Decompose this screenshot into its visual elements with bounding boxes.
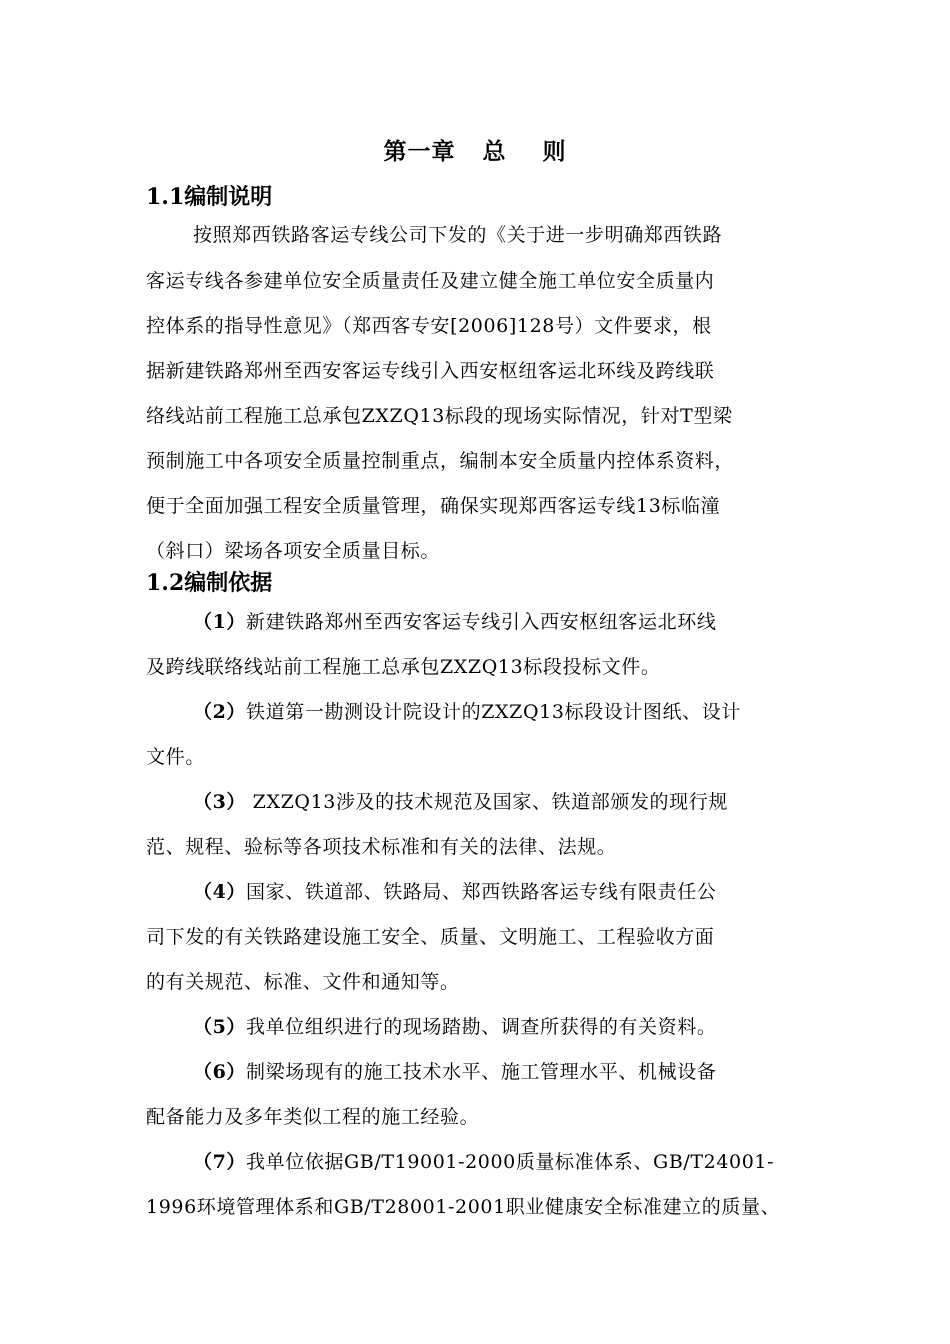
item-number: （5） xyxy=(193,1016,247,1038)
list-item-2 xyxy=(193,697,741,727)
list-item-7 xyxy=(193,1147,774,1177)
section-heading-1-1: 1.1编制说明 xyxy=(146,184,273,210)
item-text: 我单位依据GB/T19001-2000质量标准体系、GB/T24001- xyxy=(246,1151,775,1173)
item-number: （6） xyxy=(193,1061,247,1083)
paragraph-line: 据新建铁路郑州至西安客运专线引入西安枢纽客运北环线及跨线联 xyxy=(146,360,715,382)
paragraph-line: 便于全面加强工程安全质量管理，确保实现郑西客运专线13标临潼 xyxy=(146,495,721,517)
item-number: （4） xyxy=(193,881,247,903)
item-number: （1） xyxy=(193,611,247,633)
item-number: （2） xyxy=(193,701,247,723)
paragraph-line: 范、规程、验标等各项技术标准和有关的法律、法规。 xyxy=(146,836,617,858)
list-item-4 xyxy=(193,877,716,907)
paragraph-line: 的有关规范、标准、文件和通知等。 xyxy=(146,971,460,993)
paragraph-line: 配备能力及多年类似工程的施工经验。 xyxy=(146,1106,480,1128)
paragraph-line: 及跨线联络线站前工程施工总承包ZXZQ13标段投标文件。 xyxy=(146,656,661,678)
paragraph-line: 客运专线各参建单位安全质量责任及建立健全施工单位安全质量内 xyxy=(146,270,715,292)
item-text: ZXZQ13涉及的技术规范及国家、铁道部颁发的现行规 xyxy=(246,791,728,813)
paragraph-line: （斜口）梁场各项安全质量目标。 xyxy=(146,540,441,562)
paragraph-line: 络线站前工程施工总承包ZXZQ13标段的现场实际情况，针对T型梁 xyxy=(146,405,733,427)
list-item-5 xyxy=(193,1012,716,1042)
paragraph-line: 文件。 xyxy=(146,746,205,768)
item-number: （7） xyxy=(193,1151,247,1173)
item-text: 铁道第一勘测设计院设计的ZXZQ13标段设计图纸、设计 xyxy=(246,701,741,723)
list-item-6 xyxy=(193,1057,716,1087)
list-item-1 xyxy=(193,607,716,637)
item-number: （3） xyxy=(193,791,247,813)
paragraph-line: 预制施工中各项安全质量控制重点，编制本安全质量内控体系资料， xyxy=(146,450,735,472)
item-text: 国家、铁道部、铁路局、郑西铁路客运专线有限责任公 xyxy=(246,881,717,903)
item-text: 制梁场现有的施工技术水平、施工管理水平、机械设备 xyxy=(246,1061,717,1083)
list-item-3 xyxy=(193,787,728,817)
section-heading-1-2: 1.2编制依据 xyxy=(146,570,273,596)
item-text: 新建铁路郑州至西安客运专线引入西安枢纽客运北环线 xyxy=(246,611,717,633)
paragraph-line: 控体系的指导性意见》（郑西客专安[2006]128号）文件要求，根 xyxy=(146,315,712,337)
paragraph-line: 1996环境管理体系和GB/T28001-2001职业健康安全标准建立的质量、 xyxy=(146,1196,781,1218)
item-text: 我单位组织进行的现场踏勘、调查所获得的有关资料。 xyxy=(246,1016,717,1038)
chapter-title: 第一章 总 则 xyxy=(383,138,567,165)
paragraph-line: 按照郑西铁路客运专线公司下发的《关于进一步明确郑西铁路 xyxy=(193,224,723,246)
paragraph-line: 司下发的有关铁路建设施工安全、质量、文明施工、工程验收方面 xyxy=(146,926,715,948)
